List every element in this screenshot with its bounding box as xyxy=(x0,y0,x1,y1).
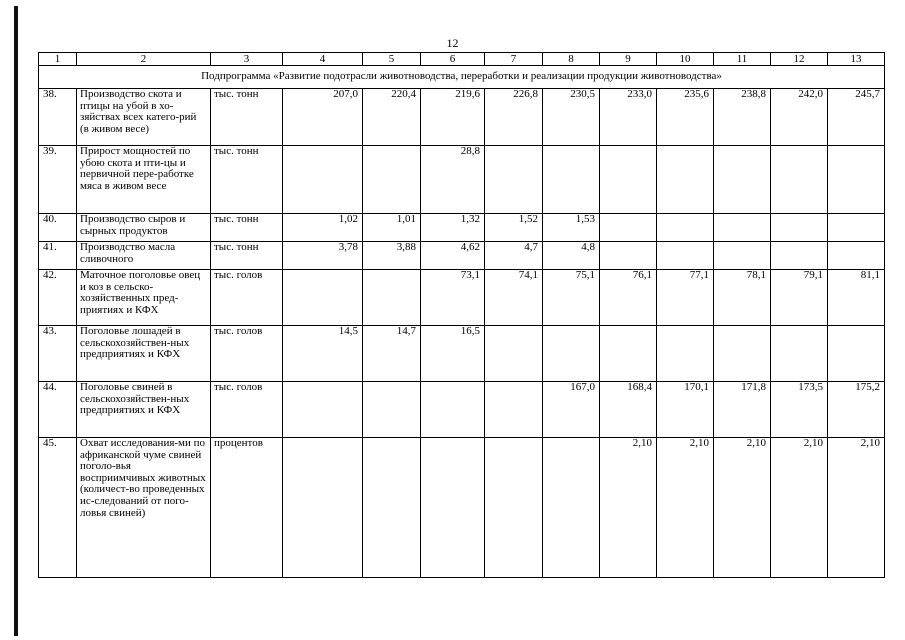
value-cell xyxy=(363,270,421,326)
value-cell: 230,5 xyxy=(543,89,600,146)
row-number: 45. xyxy=(39,438,77,578)
unit-cell: тыс. голов xyxy=(211,270,283,326)
indicator-name: Маточное поголовье овец и коз в сельско-хозяйственных пред-приятиях и КФХ xyxy=(77,270,211,326)
value-cell: 3,88 xyxy=(363,242,421,270)
column-number-header: 13 xyxy=(828,53,885,66)
value-cell: 238,8 xyxy=(714,89,771,146)
value-cell: 1,53 xyxy=(543,214,600,242)
value-cell xyxy=(657,214,714,242)
unit-cell: тыс. тонн xyxy=(211,214,283,242)
table-row xyxy=(39,242,885,270)
value-cell xyxy=(828,214,885,242)
value-cell xyxy=(600,214,657,242)
value-cell: 171,8 xyxy=(714,382,771,438)
value-cell xyxy=(543,146,600,214)
value-cell xyxy=(283,382,363,438)
value-cell: 245,7 xyxy=(828,89,885,146)
table-row xyxy=(39,326,885,382)
value-cell: 1,01 xyxy=(363,214,421,242)
column-number-row xyxy=(39,53,885,66)
value-cell: 77,1 xyxy=(657,270,714,326)
value-cell: 1,02 xyxy=(283,214,363,242)
value-cell xyxy=(485,382,543,438)
value-cell: 242,0 xyxy=(771,89,828,146)
value-cell xyxy=(600,326,657,382)
value-cell xyxy=(485,146,543,214)
column-number-header: 4 xyxy=(283,53,363,66)
value-cell xyxy=(771,214,828,242)
table-row xyxy=(39,146,885,214)
row-number: 38. xyxy=(39,89,77,146)
value-cell xyxy=(543,438,600,578)
value-cell: 175,2 xyxy=(828,382,885,438)
value-cell: 74,1 xyxy=(485,270,543,326)
value-cell: 2,10 xyxy=(657,438,714,578)
column-number-header: 3 xyxy=(211,53,283,66)
scan-edge-bar xyxy=(14,6,18,636)
row-number: 39. xyxy=(39,146,77,214)
value-cell xyxy=(771,146,828,214)
indicator-name: Производство масла сливочного xyxy=(77,242,211,270)
value-cell: 207,0 xyxy=(283,89,363,146)
value-cell xyxy=(485,438,543,578)
unit-cell: тыс. тонн xyxy=(211,242,283,270)
subprogram-row xyxy=(39,66,885,89)
row-number: 43. xyxy=(39,326,77,382)
value-cell: 14,5 xyxy=(283,326,363,382)
value-cell: 28,8 xyxy=(421,146,485,214)
value-cell xyxy=(600,146,657,214)
value-cell: 4,62 xyxy=(421,242,485,270)
value-cell: 4,7 xyxy=(485,242,543,270)
value-cell: 4,8 xyxy=(543,242,600,270)
indicators-table xyxy=(38,52,885,578)
value-cell: 1,32 xyxy=(421,214,485,242)
value-cell: 168,4 xyxy=(600,382,657,438)
value-cell xyxy=(283,146,363,214)
row-number: 42. xyxy=(39,270,77,326)
unit-cell: тыс. тонн xyxy=(211,89,283,146)
indicator-name: Прирост мощностей по убою скота и пти-цы и первичной пере-работке мяса в живом весе xyxy=(77,146,211,214)
value-cell: 78,1 xyxy=(714,270,771,326)
table-row xyxy=(39,214,885,242)
value-cell: 170,1 xyxy=(657,382,714,438)
row-number: 41. xyxy=(39,242,77,270)
column-number-header: 11 xyxy=(714,53,771,66)
value-cell xyxy=(828,326,885,382)
value-cell xyxy=(771,242,828,270)
value-cell: 219,6 xyxy=(421,89,485,146)
value-cell xyxy=(714,326,771,382)
value-cell xyxy=(771,326,828,382)
column-number-header: 10 xyxy=(657,53,714,66)
value-cell: 3,78 xyxy=(283,242,363,270)
indicator-name: Охват исследования-ми по африканской чуме свиней поголо-вья восприимчивых животных (количест-во проведенных ис-следований от пого-ловья свиней) xyxy=(77,438,211,578)
table-row xyxy=(39,89,885,146)
value-cell: 235,6 xyxy=(657,89,714,146)
indicator-name: Поголовье свиней в сельскохозяйствен-ных предприятиях и КФХ xyxy=(77,382,211,438)
value-cell xyxy=(714,146,771,214)
value-cell xyxy=(714,242,771,270)
value-cell: 75,1 xyxy=(543,270,600,326)
column-number-header: 5 xyxy=(363,53,421,66)
value-cell xyxy=(363,438,421,578)
unit-cell: тыс. голов xyxy=(211,382,283,438)
value-cell xyxy=(363,146,421,214)
value-cell: 233,0 xyxy=(600,89,657,146)
column-number-header: 7 xyxy=(485,53,543,66)
value-cell xyxy=(283,438,363,578)
value-cell: 2,10 xyxy=(714,438,771,578)
column-number-header: 9 xyxy=(600,53,657,66)
table-row xyxy=(39,382,885,438)
value-cell xyxy=(421,382,485,438)
table-row xyxy=(39,438,885,578)
value-cell: 2,10 xyxy=(771,438,828,578)
value-cell: 81,1 xyxy=(828,270,885,326)
subprogram-title: Подпрограмма «Развитие подотрасли животноводства, переработки и реализации продукции животноводства» xyxy=(39,66,885,89)
value-cell: 2,10 xyxy=(828,438,885,578)
unit-cell: тыс. тонн xyxy=(211,146,283,214)
page-number: 12 xyxy=(446,36,459,50)
indicator-name: Поголовье лошадей в сельскохозяйствен-ных предприятиях и КФХ xyxy=(77,326,211,382)
value-cell xyxy=(657,326,714,382)
unit-cell: процентов xyxy=(211,438,283,578)
unit-cell: тыс. голов xyxy=(211,326,283,382)
value-cell xyxy=(828,242,885,270)
value-cell: 79,1 xyxy=(771,270,828,326)
value-cell xyxy=(485,326,543,382)
column-number-header: 8 xyxy=(543,53,600,66)
value-cell: 1,52 xyxy=(485,214,543,242)
column-number-header: 1 xyxy=(39,53,77,66)
value-cell: 16,5 xyxy=(421,326,485,382)
value-cell xyxy=(657,146,714,214)
value-cell xyxy=(600,242,657,270)
value-cell: 76,1 xyxy=(600,270,657,326)
column-number-header: 6 xyxy=(421,53,485,66)
value-cell: 226,8 xyxy=(485,89,543,146)
value-cell xyxy=(828,146,885,214)
column-number-header: 12 xyxy=(771,53,828,66)
value-cell: 2,10 xyxy=(600,438,657,578)
row-number: 44. xyxy=(39,382,77,438)
column-number-header: 2 xyxy=(77,53,211,66)
indicator-name: Производство скота и птицы на убой в хо-зяйствах всех катего-рий (в живом весе) xyxy=(77,89,211,146)
value-cell: 73,1 xyxy=(421,270,485,326)
row-number: 40. xyxy=(39,214,77,242)
value-cell xyxy=(543,326,600,382)
value-cell xyxy=(363,382,421,438)
table-row xyxy=(39,270,885,326)
value-cell: 14,7 xyxy=(363,326,421,382)
value-cell: 167,0 xyxy=(543,382,600,438)
indicator-name: Производство сыров и сырных продуктов xyxy=(77,214,211,242)
value-cell: 220,4 xyxy=(363,89,421,146)
value-cell xyxy=(421,438,485,578)
value-cell xyxy=(283,270,363,326)
value-cell: 173,5 xyxy=(771,382,828,438)
value-cell xyxy=(714,214,771,242)
value-cell xyxy=(657,242,714,270)
